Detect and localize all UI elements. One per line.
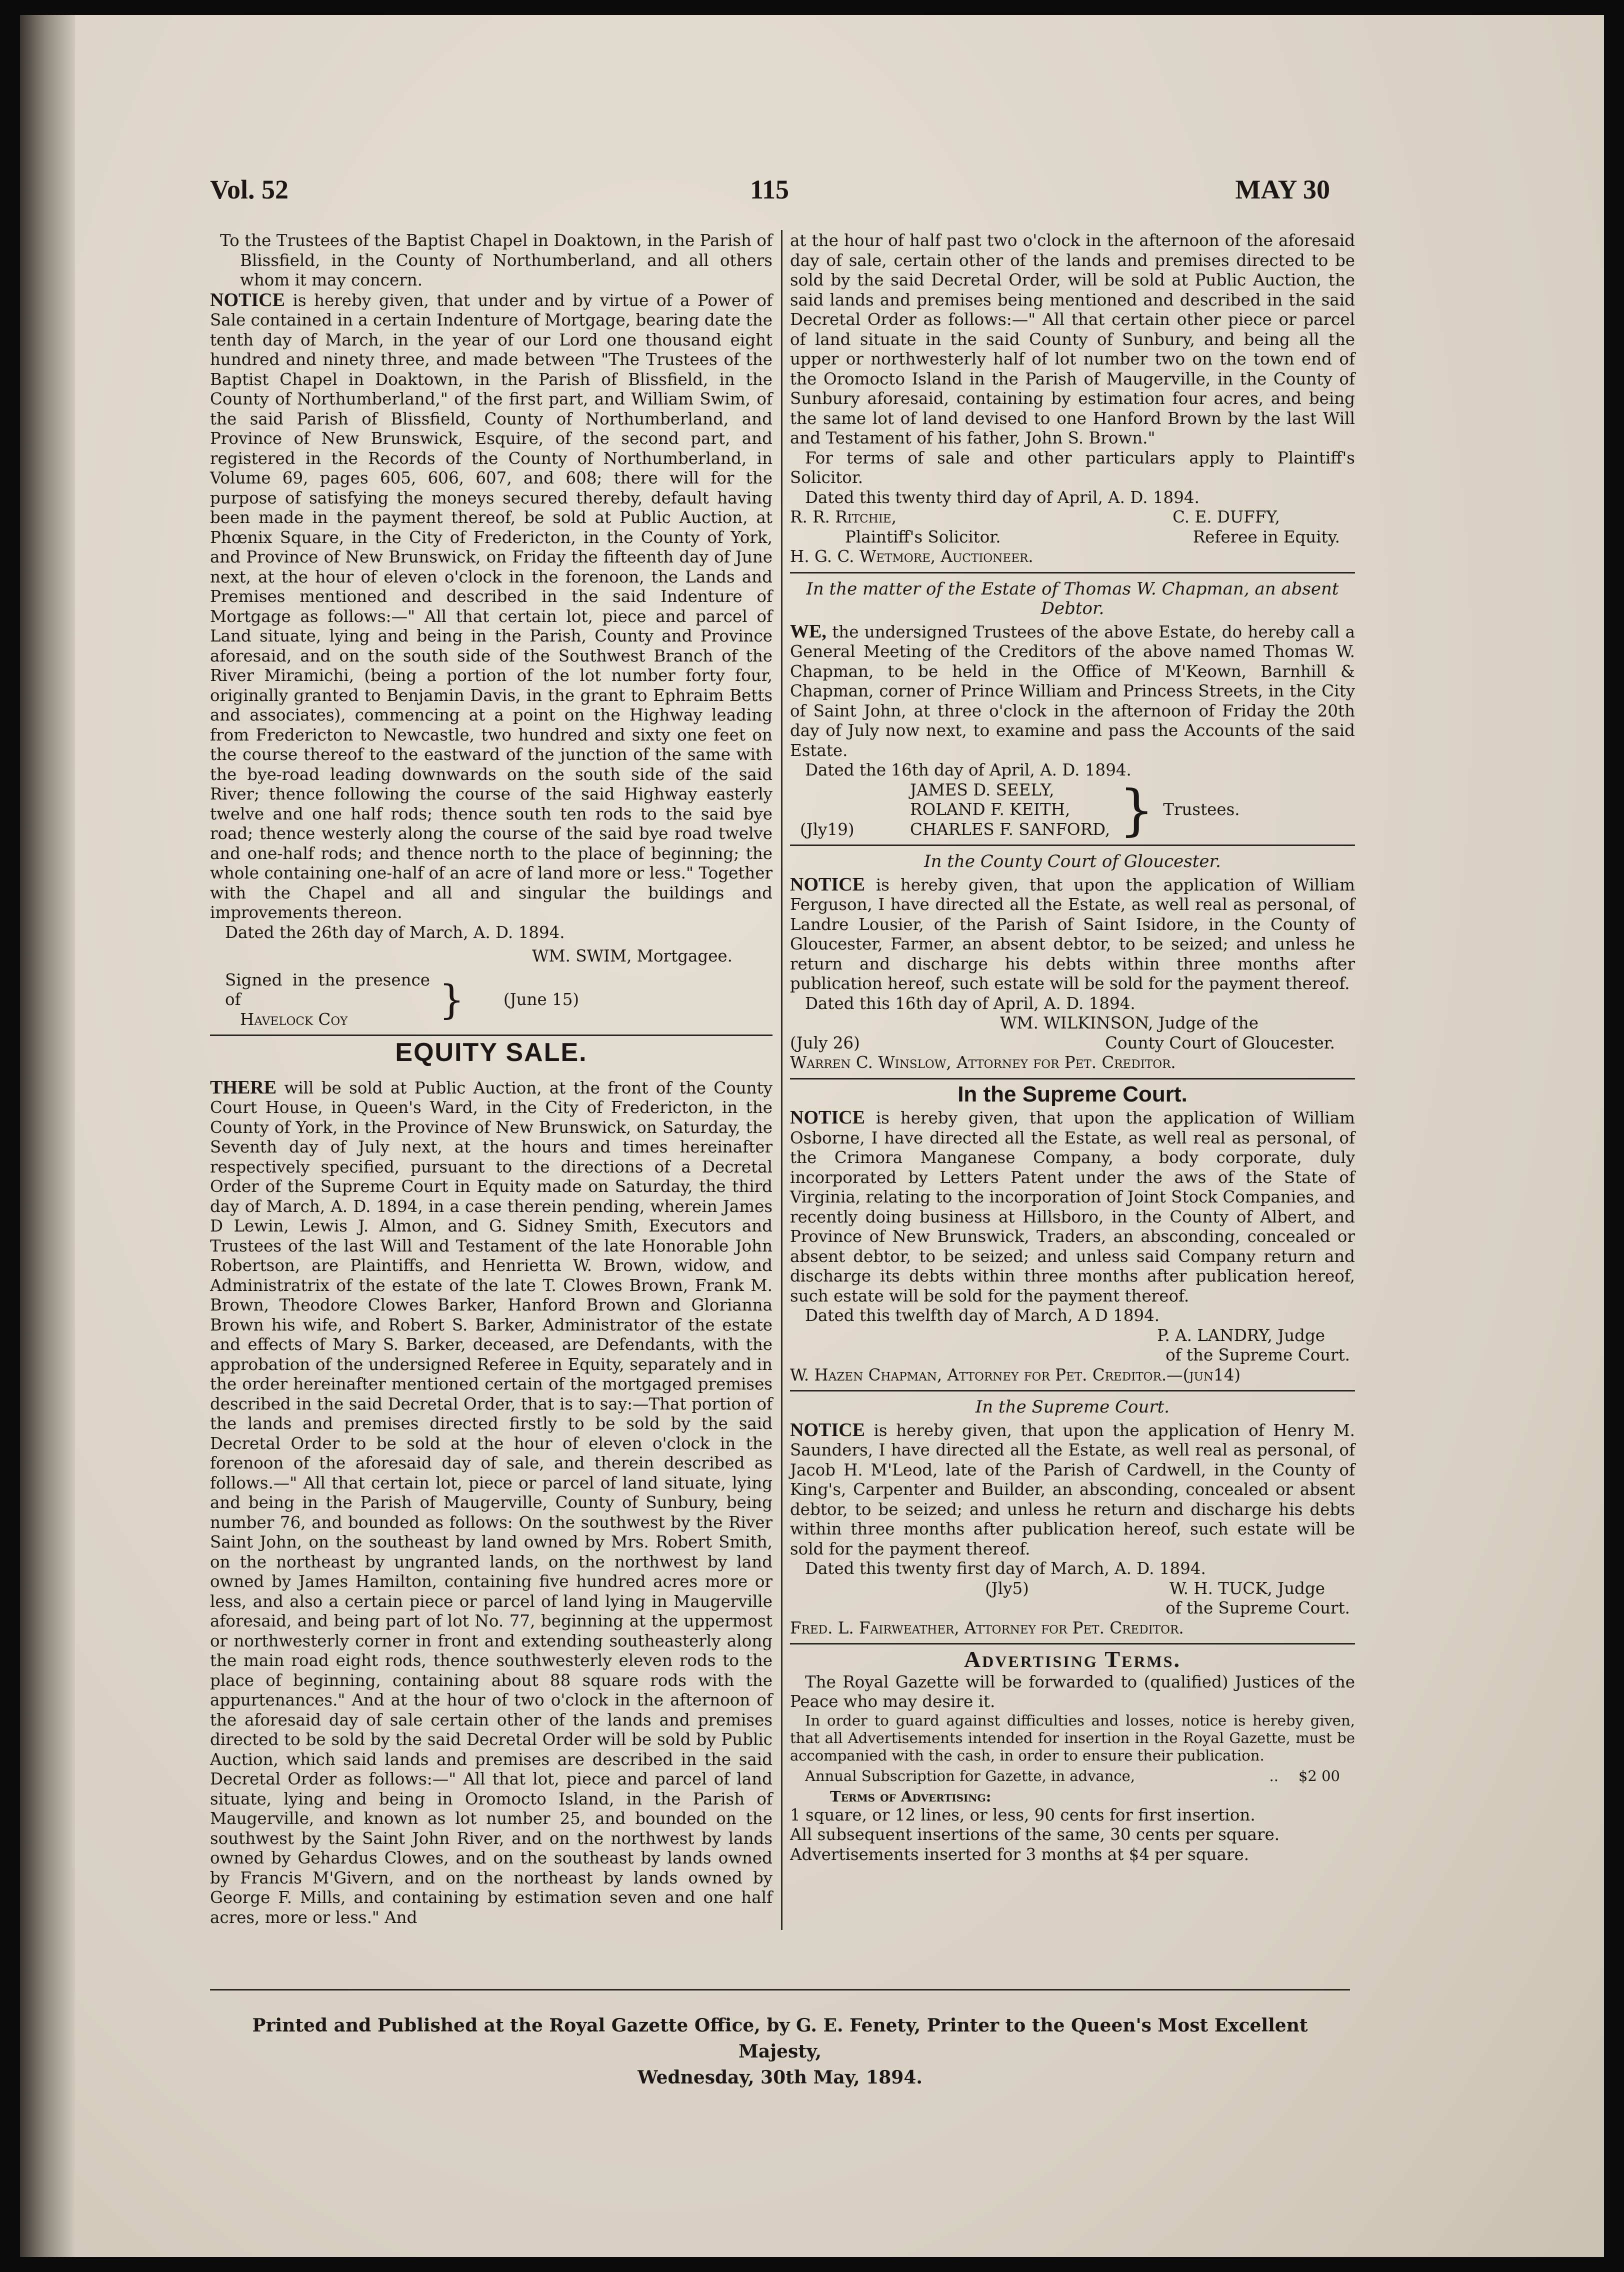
issue-date: MAY 30: [1235, 174, 1330, 204]
sc2-judge-line: [790, 1579, 1355, 1599]
sc2-ref: (Jly5): [985, 1578, 1029, 1598]
equity-solicitor-name: R. R. Ritchie,: [790, 508, 897, 526]
adv-subscription-line: [790, 1768, 1355, 1785]
sc2-body: is hereby given, that upon the application of Henry M. Saunders, I have directed all the Estate, as well real as personal, of Jacob H. M'Leod, late of the Parish of Cardwell, in the County of King's, Carpenter and Builder, an absconding, concealed or absent debtor, to be seized; and unless he return and discharge his debts within three months after publication hereof, such estate will be sold for the payment thereof.: [790, 1420, 1355, 1558]
chapman-heading: In the matter of the Estate of Thomas W. Chapman, an absent Debtor.: [806, 578, 1339, 618]
imprint-footer: [210, 2012, 1350, 2090]
equity-sale-title: EQUITY SALE.: [395, 1038, 588, 1067]
sc2-lead: NOTICE: [790, 1419, 865, 1440]
baptist-witness: Havelock Coy: [240, 1010, 348, 1029]
baptist-lead: NOTICE: [210, 289, 285, 310]
adv-terms-heading: Terms of Advertising:: [830, 1788, 992, 1805]
chapman-body: the undersigned Trustees of the above Estate, do hereby call a General Meeting of the Creditors of the above named Thomas W. Chapman, to be held in the Office of M'Keown, Barnhill & Chapman, corner of Prince William and Princess Streets, in the City of Saint John, at three o'clock in the afternoon of Friday the 20th day of July now next, to examine and pass the Accounts of the said Estate.: [790, 622, 1355, 760]
equity-terms: For terms of sale and other particulars apply to Plaintiff's Solicitor.: [790, 448, 1355, 487]
baptist-body: is hereby given, that under and by virtue of a Power of Sale contained in a certain Indenture of Mortgage, bearing date the tenth day of March, in the year of our Lord one thousand eight hundred and ninety three, and made between "The Trustees of the Baptist Chapel in Doaktown, in the Parish of Blissfield, in the County of Northumberland," of the first part, and William Swim, of the said Parish of Blissfield, County of Northumberland, and Province of New Brunswick, Esquire, of the second part, and registered in the Records of the County of Northumberland, in Volume 69, pages 605, 606, 607, and 608; there will for the purpose of satisfying the moneys secured thereby, default having been made in the payment thereof, be sold at Public Auction, at Phœnix Square, in the City of Fredericton, in the County of York, and Province of New Brunswick, on Friday the fifteenth day of June next, at the hour of eleven o'clock in the forenoon, the Lands and Premises mentioned and described in the said Indenture of Mortgage as follows:—" All that certain lot, piece and parcel of Land situate, lying and being in the Parish, County and Province aforesaid, and on the south side of the Southwest Branch of the River Miramichi, (being a portion of the lot number forty four, originally granted to Benjamin Davis, in the grant to Ephraim Betts and associates), commencing at a point on the Highway leading from Fredericton to Newcastle, two hundred and sixty one feet on the course thereof to the eastward of the junction of the same with the bye-road leading downwards on the south side of the said River; thence following the course of the said Highway easterly twelve and one half rods; thence south ten rods to the said bye road; thence westerly along the course of the said bye road twelve and one-half rods; and thence north to the place of beginning; the whole containing one-half of an acre of land more or less." Together with the Chapel and all and singular the buildings and improvements thereon.: [210, 290, 772, 922]
adv-term-1: 1 square, or 12 lines, or less, 90 cents for first insertion.: [790, 1805, 1256, 1824]
equity-referee-name: C. E. DUFFY,: [1172, 508, 1280, 526]
sc1-court: of the Supreme Court.: [1166, 1346, 1350, 1364]
advertising-terms-heading: Advertising Terms.: [964, 1646, 1182, 1672]
footer-rule: [210, 1989, 1350, 1990]
adv-notice: In order to guard against difficulties and losses, notice is hereby given, that all Advertisements intended for insertion in the Royal Gazette, must be accompanied with the cash, in order to ensure their publication.: [790, 1712, 1355, 1764]
adv-term-3: Advertisements inserted for 3 months at $4 per square.: [790, 1844, 1250, 1864]
sc1-judge: P. A. LANDRY, Judge: [1157, 1326, 1325, 1345]
chapman-notice: [790, 622, 1355, 761]
chapman-dated: Dated the 16th day of April, A. D. 1894.: [805, 760, 1132, 780]
equity-dated: Dated this twenty third day of April, A. D. 1894.: [805, 488, 1200, 507]
left-column: [210, 231, 772, 1928]
page-header: [210, 174, 1330, 219]
supreme-court-heading-1: In the Supreme Court.: [958, 1082, 1188, 1106]
gloucester-court: County Court of Gloucester.: [1105, 1033, 1335, 1052]
section-rule: [790, 1078, 1355, 1080]
right-column: [790, 231, 1355, 1864]
gloucester-notice: [790, 875, 1355, 994]
chapman-lead: WE,: [790, 620, 826, 642]
equity-body: will be sold at Public Auction, at the front of the County Court House, in Queen's Ward, in the City of Fredericton, in the County of York, in the Province of New Brunswick, on Saturday, the Seventh day of July next, at the hours and times hereinafter respectively specified, pursuant to the directions of a Decretal Order of the Supreme Court in Equity made on Saturday, the third day of March, A. D. 1894, in a case therein pending, wherein James D Lewin, Lewis J. Almon, and G. Sidney Smith, Executors and Trustees of the last Will and Testament of the late Honorable John Robertson, are Plaintiffs, and Henrietta W. Brown, widow, and Administratrix of the estate of the late T. Clowes Brown, Frank M. Brown, Theodore Clowes Barker, Hanford Brown and Glorianna Brown his wife, and Robert S. Barker, Administrator of the estate and effects of Mary S. Barker, deceased, are Defendants, with the approbation of the undersigned Referee in Equity, separately and in the order hereinafter mentioned certain of the mortgaged premises described in the said Decretal Order, that is to say:—That portion of the lands and premises directed firstly to be sold by the said Decretal Order to be sold at the hour of eleven o'clock in the forenoon of the aforesaid day of sale, and therein described as follows.—" All that certain lot, piece or parcel of land situate, lying and being in the Parish of Maugerville, County of Sunbury, being number 76, and bounded as follows: On the southwest by the River Saint John, on the southeast by land owned by Mrs. Robert Smith, on the northeast by ungranted lands, on the northwest by land owned by James Hamilton, containing five hundred acres more or less, and also a certain piece or parcel of land lying in Maugerville aforesaid, and being part of lot No. 77, beginning at the uppermost or northwesterly corner in front and extending southeasterly along the main road eight rods, thence southwesterly eleven rods to the place of beginning, containing about 88 square rods with the appurtenances." And at the hour of two o'clock in the afternoon of the aforesaid day of sale certain other of the lands and premises directed to be sold by the said Decretal Order will be sold by Public Auction, which said lands and premises are described in the said Decretal Order as follows:—" All that lot, piece and parcel of land situate, lying and being in Oromocto Island, in the Parish of Maugerville, and known as lot number 25, and bounded on the southwest by the Saint John River, and on the northwest by lands owned by Gehardus Clowes, and on the southeast by lands owned by Francis M'Givern, and on the northeast by lands owned by George F. Mills, and containing by estimation seven and one half acres, more or less." And: [210, 1078, 772, 1927]
page-gutter: [20, 15, 75, 2257]
adv-subscription-price: $2 00: [1298, 1767, 1340, 1784]
supreme-court-notice-2: [790, 1420, 1355, 1560]
supreme-court-heading-2: In the Supreme Court.: [975, 1397, 1170, 1417]
brace-glyph: }: [1119, 778, 1154, 842]
baptist-address: To the Trustees of the Baptist Chapel in Doaktown, in the Parish of Blissfield, in the County of Northumberland, and all others whom it may concern.: [220, 231, 772, 290]
chapman-trustee-1: JAMES D. SEELY,: [910, 780, 1054, 800]
equity-solicitor-title: Plaintiff's Solicitor.: [845, 527, 1001, 546]
sc2-dated: Dated this twenty first day of March, A. D. 1894.: [805, 1559, 1206, 1578]
imprint-line-2: Wednesday, 30th May, 1894.: [638, 2067, 922, 2088]
gloucester-attorney: Warren C. Winslow, Attorney for Pet. Creditor.: [790, 1053, 1176, 1072]
newspaper-page: [20, 15, 1604, 2257]
supreme-court-notice-1: [790, 1108, 1355, 1306]
chapman-trustees-block: [790, 780, 1355, 840]
section-rule: [790, 572, 1355, 574]
volume-number: Vol. 52: [210, 174, 289, 204]
imprint-line-1: Printed and Published at the Royal Gazette Office, by G. E. Fenety, Printer to the Queen's Most Excellent Majesty,: [252, 2015, 1308, 2062]
equity-signatures: [790, 508, 1355, 528]
column-divider: [781, 230, 782, 1930]
chapman-trustees-label: Trustees.: [1163, 800, 1240, 819]
baptist-witness-block: [210, 970, 772, 1030]
equity-referee-title: Referee in Equity.: [1192, 527, 1340, 546]
sc1-attorney: W. Hazen Chapman, Attorney for Pet. Creditor.—(jun14): [790, 1365, 1241, 1384]
baptist-dated: Dated the 26th day of March, A. D. 1894.: [225, 922, 565, 942]
equity-lead: THERE: [210, 1076, 277, 1098]
section-rule: [210, 1034, 772, 1036]
gloucester-dated: Dated this 16th day of April, A. D. 1894.: [805, 994, 1136, 1013]
baptist-signature: WM. SWIM, Mortgagee.: [532, 946, 732, 966]
chapman-ref: (Jly19): [800, 820, 854, 839]
sc1-dated: Dated this twelfth day of March, A D 1894.: [805, 1306, 1160, 1325]
adv-term-2: All subsequent insertions of the same, 30 cents per square.: [790, 1825, 1280, 1844]
adv-subscription-dots: ..: [1269, 1767, 1278, 1784]
equity-auctioneer: H. G. C. Wetmore, Auctioneer.: [790, 547, 1034, 566]
sc1-lead: NOTICE: [790, 1107, 865, 1128]
sc1-body: is hereby given, that upon the application of William Osborne, I have directed all the Estate, as well real as personal, of the Crimora Manganese Company, a body corporate, duly incorporated by Letters Patent under the aws of the State of Virginia, relating to the incorporation of Joint Stock Companies, and recently doing business at Hillsboro, in the County of Albert, and Province of New Brunswick, Traders, an absconding, concealed or absent debtor, to be seized; and unless said Company return and discharge its debts within three months after publication hereof, such estate will be sold for the payment thereof.: [790, 1108, 1355, 1306]
gloucester-judge: WM. WILKINSON, Judge of the: [1000, 1014, 1258, 1032]
gloucester-heading: In the County Court of Gloucester.: [924, 852, 1221, 872]
equity-continuation: at the hour of half past two o'clock in the afternoon of the aforesaid day of sale, certain other of the lands and premises directed to be sold by the said Decretal Order, will be sold at Public Auction, the said lands and premises being mentioned and described in the said Decretal Order as follows:—" All that certain other piece or parcel of land situate in the said County of Sunbury, and being all the upper or northwesterly half of lot number two on the town end of the Oromocto Island in the Parish of Maugerville, in the County of Sunbury aforesaid, containing by estimation four acres, and being the same lot of land devised to one Hanford Brown by the last Will and Testament of his father, John S. Brown.": [790, 231, 1355, 448]
sc2-court: of the Supreme Court.: [1166, 1598, 1350, 1618]
baptist-presence: Signed in the presence of: [225, 970, 430, 1009]
gloucester-court-line: [790, 1034, 1355, 1054]
adv-justices: The Royal Gazette will be forwarded to (qualified) Justices of the Peace who may desire it.: [790, 1672, 1355, 1711]
section-rule: [790, 1643, 1355, 1644]
chapman-trustee-2: ROLAND F. KEITH,: [910, 800, 1070, 819]
gloucester-ref: (July 26): [790, 1033, 860, 1052]
section-rule: [790, 1390, 1355, 1392]
baptist-ref: (June 15): [503, 990, 580, 1009]
sc2-judge: W. H. TUCK, Judge: [1169, 1578, 1325, 1598]
brace-glyph: }: [439, 976, 464, 1023]
page-number: 115: [750, 174, 790, 204]
equity-signature-titles: [790, 528, 1355, 548]
gloucester-lead: NOTICE: [790, 874, 865, 895]
adv-subscription-label: Annual Subscription for Gazette, in advance,: [805, 1767, 1136, 1784]
equity-notice: [210, 1078, 772, 1928]
sc2-attorney: Fred. L. Fairweather, Attorney for Pet. Creditor.: [790, 1618, 1184, 1638]
gloucester-body: is hereby given, that upon the application of William Ferguson, I have directed all the Estate, as well real as personal, of Landre Lousier, of the Parish of Saint Isidore, in the County of Gloucester, Farmer, an absent debtor, to be seized; and unless he return and discharge his debts within three months after publication hereof, such estate will be sold for the payment thereof.: [790, 875, 1355, 993]
chapman-trustee-3: CHARLES F. SANFORD,: [910, 820, 1110, 839]
baptist-notice: [210, 290, 772, 923]
section-rule: [790, 844, 1355, 846]
